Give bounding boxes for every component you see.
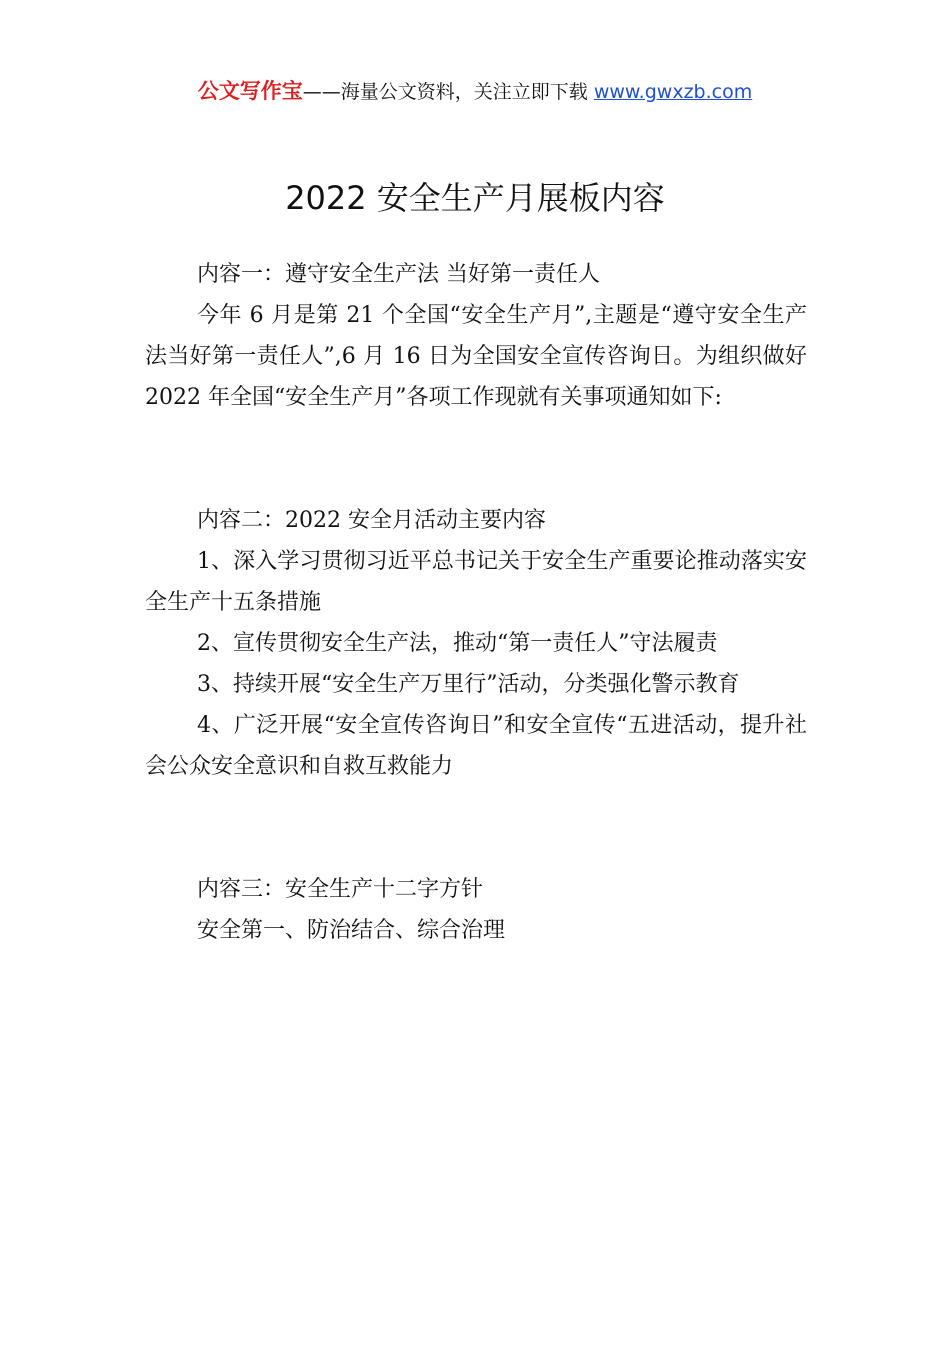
list-item: 4、广泛开展“安全宣传咨询日”和安全宣传“五进活动，提升社会公众安全意识和自救互救能力 <box>145 713 807 779</box>
section-heading: 内容二：2022 安全月活动主要内容 <box>197 508 546 533</box>
section-spacer <box>145 418 807 500</box>
section-3 <box>145 869 807 951</box>
list-item: 3、持续开展“安全生产万里行”活动，分类强化警示教育 <box>197 672 740 697</box>
section-1 <box>145 254 807 418</box>
header-tagline: ——海量公文资料，关注立即下载 <box>302 81 594 103</box>
brand-name: 公文写作宝 <box>197 79 303 103</box>
section-2 <box>145 500 807 787</box>
document-title: 2022 安全生产月展板内容 <box>285 179 665 217</box>
section-heading: 内容一：遵守安全生产法 当好第一责任人 <box>197 262 600 287</box>
document-body <box>145 254 807 951</box>
list-item: 1、深入学习贯彻习近平总书记关于安全生产重要论推动落实安全生产十五条措施 <box>145 549 807 615</box>
section-spacer <box>145 787 807 869</box>
section-heading: 内容三：安全生产十二字方针 <box>197 877 484 902</box>
page-header <box>0 77 950 106</box>
website-link[interactable]: www.gwxzb.com <box>593 81 753 103</box>
list-item: 2、宣传贯彻安全生产法，推动“第一责任人”守法履责 <box>197 631 718 656</box>
body-paragraph: 今年 6 月是第 21 个全国“安全生产月”,主题是“遵守安全生产法当好第一责任人”,6 月 16 日为全国安全宣传咨询日。为组织做好 2022 年全国“安全生产月”各项工作现就有关事项通知如下: <box>145 303 807 410</box>
body-paragraph: 安全第一、防治结合、综合治理 <box>197 918 506 943</box>
